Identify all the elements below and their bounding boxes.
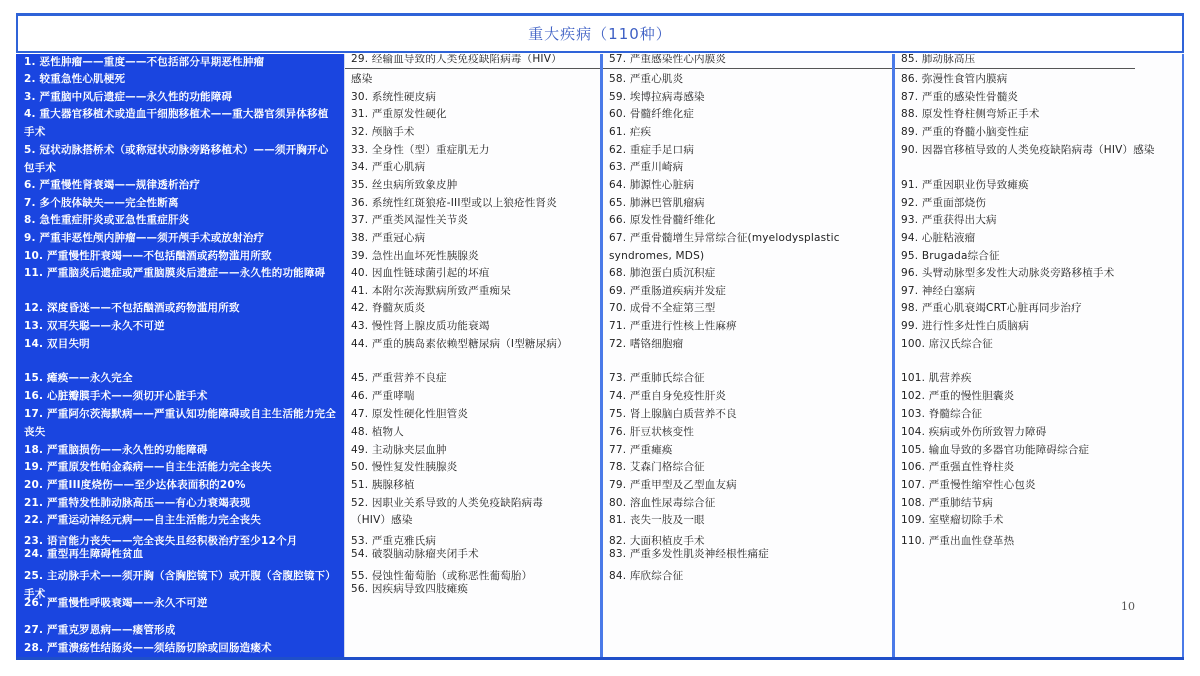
disease-list-item: 54. 破裂脑动脉瘤夹闭手术 <box>351 548 479 560</box>
footer-strip <box>0 664 1200 676</box>
disease-list-item: 59. 埃博拉病毒感染 <box>609 91 705 103</box>
disease-list-item: 46. 严重哮喘 <box>351 390 415 402</box>
disease-list-item: 105. 输血导致的多器官功能障碍综合症 <box>901 444 1090 456</box>
disease-list-item: 70. 成骨不全症第三型 <box>609 302 716 314</box>
disease-list-item: 73. 严重肺氏综合征 <box>609 372 705 384</box>
disease-list-item: 64. 肺源性心脏病 <box>609 179 695 191</box>
disease-list-item: 42. 脊髓灰质炎 <box>351 302 426 314</box>
disease-list-item: 7. 多个肢体缺失——完全性断离 <box>24 197 179 209</box>
disease-list-item: 91. 严重因职业伤导致瘫痪 <box>901 179 1029 191</box>
disease-list-item: 96. 头臂动脉型多发性大动脉炎旁路移植手术 <box>901 267 1115 279</box>
disease-list-item: 110. 严重出血性登革热 <box>901 535 1015 547</box>
disease-list-item: 1. 恶性肿瘤——重度——不包括部分早期恶性肿瘤 <box>24 56 265 68</box>
disease-list-item: 6. 严重慢性肾衰竭——规律透析治疗 <box>24 179 201 191</box>
disease-list-item: 11. 严重脑炎后遗症或严重脑膜炎后遗症——永久性的功能障碍 <box>24 267 326 279</box>
disease-list-item: 45. 严重营养不良症 <box>351 372 447 384</box>
disease-list-item: 14. 双目失明 <box>24 338 90 350</box>
disease-list-item: 3. 严重脑中风后遗症——永久性的功能障碍 <box>24 91 233 103</box>
disease-column-1 <box>16 54 344 657</box>
page-title: 重大疾病（110种） <box>528 25 672 43</box>
disease-list-item: 84. 库欣综合征 <box>609 570 684 582</box>
disease-list-item: 41. 本附尔茨海默病所致严重痴呆 <box>351 285 511 297</box>
disease-list-item: 40. 因血性链球菌引起的坏疽 <box>351 267 490 279</box>
disease-list-item: 109. 室壁瘤切除手术 <box>901 514 1004 526</box>
disease-list-item: 53. 严重克雅氏病 <box>351 535 437 547</box>
disease-list-item: 26. 严重慢性呼吸衰竭——永久不可逆 <box>24 597 208 609</box>
disease-list-item: 35. 丝虫病所致象皮肿 <box>351 179 458 191</box>
disease-list-item: 19. 严重原发性帕金森病——自主生活能力完全丧失 <box>24 461 272 473</box>
disease-list-item: 85. 肺动脉高压 <box>901 54 976 65</box>
disease-list-item: 78. 艾森门格综合征 <box>609 461 705 473</box>
disease-list-item: 28. 严重溃疡性结肠炎——须结肠切除或回肠造瘘术 <box>24 642 272 654</box>
disease-list-item: 104. 疾病或外伤所致智力障碍 <box>901 426 1047 438</box>
disease-list-item: 87. 严重的感染性骨髓炎 <box>901 91 1019 103</box>
disease-list-item: 94. 心脏粘液瘤 <box>901 232 976 244</box>
disease-list-item: 32. 颅脑手术 <box>351 126 415 138</box>
disease-list-item: 44. 严重的胰岛素依赖型糖尿病（I型糖尿病） <box>351 338 568 350</box>
disease-list-item: 56. 因疾病导致四肢瘫痪 <box>351 583 469 595</box>
disease-list-item: 30. 系统性硬皮病 <box>351 91 437 103</box>
disease-list-item: 24. 重型再生障碍性贫血 <box>24 548 144 560</box>
disease-list-item: 106. 严重强直性脊柱炎 <box>901 461 1015 473</box>
disease-list-item: 83. 严重多发性肌炎神经根性痛症 <box>609 548 769 560</box>
disease-list-item: 103. 脊髓综合征 <box>901 408 983 420</box>
disease-list-item: 37. 严重类风湿性关节炎 <box>351 214 469 226</box>
disease-list-item: 77. 严重瘫痪 <box>609 444 673 456</box>
disease-list-item: 50. 慢性复发性胰腺炎 <box>351 461 458 473</box>
disease-list-item: 13. 双耳失聪——永久不可逆 <box>24 320 165 332</box>
disease-column-3 <box>602 54 894 657</box>
disease-list-item: 82. 大面积植皮手术 <box>609 535 705 547</box>
disease-list-item: 101. 肌营养疾 <box>901 372 972 384</box>
disease-list-item: 17. 严重阿尔茨海默病——严重认知功能障碍或自主生活能力完全丧失 <box>24 408 336 438</box>
disease-list-item: 60. 骨髓纤维化症 <box>609 108 695 120</box>
disease-list-item: 71. 严重进行性核上性麻痹 <box>609 320 737 332</box>
disease-list-item: 51. 胰腺移植 <box>351 479 415 491</box>
disease-list-item: 21. 严重特发性肺动脉高压——有心力衰竭表现 <box>24 497 251 509</box>
disease-list-item: 39. 急性出血坏死性胰腺炎 <box>351 250 479 262</box>
disease-list-item: 76. 肝豆状核变性 <box>609 426 695 438</box>
disease-list-item: 9. 严重非恶性颅内肿瘤——须开颅手术或放射治疗 <box>24 232 265 244</box>
disease-list-item: 108. 严重肺结节病 <box>901 497 993 509</box>
disease-list-item: 48. 植物人 <box>351 426 404 438</box>
disease-list-item: 38. 严重冠心病 <box>351 232 426 244</box>
disease-list-item: 18. 严重脑损伤——永久性的功能障碍 <box>24 444 208 456</box>
disease-list-item: 97. 神经白塞病 <box>901 285 976 297</box>
disease-list-item: 10. 严重慢性肝衰竭——不包括酗酒或药物滥用所致 <box>24 250 272 262</box>
disease-list-item: 65. 肺淋巴管肌瘤病 <box>609 197 705 209</box>
disease-list-item: 8. 急性重症肝炎或亚急性重症肝炎 <box>24 214 190 226</box>
disease-list-item: 98. 严重心肌衰竭CRT心脏再同步治疗 <box>901 302 1082 314</box>
disease-list-item: 47. 原发性硬化性胆管炎 <box>351 408 469 420</box>
disease-list-item: 75. 肾上腺脑白质营养不良 <box>609 408 737 420</box>
disease-list-item: 29. 经输血导致的人类免疫缺陷病毒（HIV） <box>351 54 562 65</box>
disease-list-item: 27. 严重克罗恩病——瘘管形成 <box>24 624 176 636</box>
disease-list-item: 88. 原发性脊柱侧弯矫正手术 <box>901 108 1040 120</box>
disease-list-item: 79. 严重甲型及乙型血友病 <box>609 479 737 491</box>
disease-list-item: （HIV）感染 <box>351 514 413 526</box>
disease-list-item: 5. 冠状动脉搭桥术（或称冠状动脉旁路移植术）——须开胸开心包手术 <box>24 144 329 174</box>
page-number: 10 <box>1121 600 1135 613</box>
disease-list-item: 23. 语言能力丧失——完全丧失且经积极治疗至少12个月 <box>24 535 298 547</box>
disease-column-4 <box>894 54 1184 657</box>
disease-column-2 <box>344 54 602 657</box>
disease-list-item: 62. 重症手足口病 <box>609 144 695 156</box>
disease-table <box>16 54 1184 660</box>
disease-list-item: 92. 严重面部烧伤 <box>901 197 987 209</box>
disease-list-item: 67. 严重骨髓增生异常综合征(myelodysplastic syndromes, MDS) <box>609 232 840 262</box>
disease-list-item: 55. 侵蚀性葡萄胎（或称恶性葡萄胎） <box>351 570 533 582</box>
disease-list-item: 58. 严重心肌炎 <box>609 73 684 85</box>
disease-list-item: 43. 慢性肾上腺皮质功能衰竭 <box>351 320 490 332</box>
disease-list-item: 22. 严重运动神经元病——自主生活能力完全丧失 <box>24 514 262 526</box>
disease-list-item: 57. 严重感染性心内膜炎 <box>609 54 727 65</box>
title-banner <box>16 13 1184 53</box>
disease-list-item: 68. 肺泡蛋白质沉积症 <box>609 267 716 279</box>
disease-list-item: 99. 进行性多灶性白质脑病 <box>901 320 1029 332</box>
disease-list-item: 74. 严重自身免疫性肝炎 <box>609 390 727 402</box>
disease-list-item: 31. 严重原发性硬化 <box>351 108 447 120</box>
disease-list-item: 81. 丧失一肢及一眼 <box>609 514 705 526</box>
disease-list-item: 93. 严重获得出大病 <box>901 214 997 226</box>
disease-list-item: 72. 嗜铬细胞瘤 <box>609 338 684 350</box>
disease-list-item: 52. 因职业关系导致的人类免疫缺陷病毒 <box>351 497 544 509</box>
disease-list-item: 20. 严重III度烧伤——至少达体表面积的20% <box>24 479 246 491</box>
disease-list-item: 95. Brugada综合征 <box>901 250 1000 262</box>
disease-list-item: 102. 严重的慢性胆囊炎 <box>901 390 1015 402</box>
disease-list-item: 34. 严重心肌病 <box>351 161 426 173</box>
disease-list-item: 4. 重大器官移植术或造血干细胞移植术——重大器官须异体移植手术 <box>24 108 329 138</box>
disease-list-item: 61. 疟疾 <box>609 126 652 138</box>
disease-list-item: 36. 系统性红斑狼疮-III型或以上狼疮性肾炎 <box>351 197 557 209</box>
disease-list-item: 107. 严重慢性缩窄性心包炎 <box>901 479 1036 491</box>
disease-list-item: 89. 严重的脊髓小脑变性症 <box>901 126 1029 138</box>
disease-list-item: 66. 原发性骨髓纤维化 <box>609 214 716 226</box>
disease-list-item: 90. 因器官移植导致的人类免疫缺陷病毒（HIV）感染 <box>901 144 1155 156</box>
disease-list-item: 63. 严重川崎病 <box>609 161 684 173</box>
disease-list-item: 感染 <box>351 73 373 85</box>
disease-list-item: 69. 严重肠道疾病并发症 <box>609 285 727 297</box>
disease-list-item: 86. 弥漫性食管内膜病 <box>901 73 1008 85</box>
disease-list-item: 49. 主动脉夹层血肿 <box>351 444 447 456</box>
disease-list-item: 25. 主动脉手术——须开胸（含胸腔镜下）或开腹（含腹腔镜下）手术 <box>24 570 336 600</box>
disease-list-item: 80. 溶血性尿毒综合征 <box>609 497 716 509</box>
disease-list-item: 2. 较重急性心肌梗死 <box>24 73 126 85</box>
disease-list-item: 16. 心脏瓣膜手术——须切开心脏手术 <box>24 390 208 402</box>
disease-list-item: 12. 深度昏迷——不包括酗酒或药物滥用所致 <box>24 302 240 314</box>
disease-list-item: 100. 席汉氏综合征 <box>901 338 993 350</box>
disease-list-item: 33. 全身性（型）重症肌无力 <box>351 144 490 156</box>
disease-list-item: 15. 瘫痪——永久完全 <box>24 372 133 384</box>
